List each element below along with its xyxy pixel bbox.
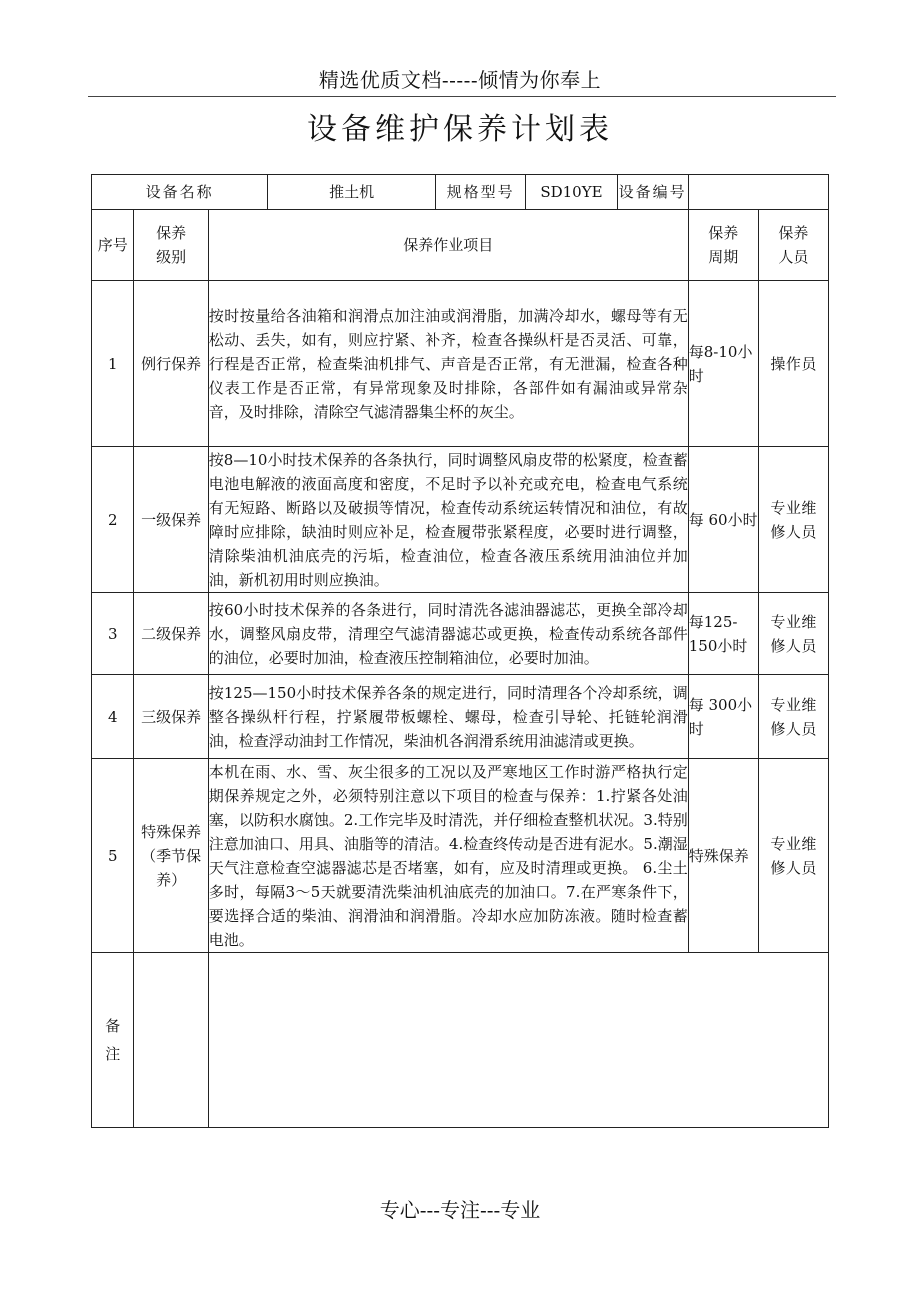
column-header-row (92, 210, 829, 281)
col-level-label: 保养级别 (156, 224, 187, 266)
row-seq: 5 (92, 759, 134, 953)
row-level: 三级保养 (134, 675, 208, 759)
remarks-row (92, 953, 829, 1128)
page-footer: 专心---专注---专业 (379, 1198, 541, 1222)
row-seq: 2 (92, 447, 134, 593)
equipment-number-value (688, 175, 828, 210)
row-content: 本机在雨、水、雪、灰尘很多的工况以及严寒地区工作时游严格执行定期保养规定之外，必须特别注意以下项目的检查与保养：1.拧紧各处油塞，以防积水腐蚀。2.工作完毕及时清洗，并仔细检查整机状况。3.特别注意加油口、用具、油脂等的清洁。4.检查终传动是否进有泥水。5.潮湿天气注意检查空滤器滤芯是否堵塞，如有，应及时清理或更换。 6.尘土多时，每隔3～5天就要清洗柴油机油底壳的加油口。7.在严寒条件下，要选择合适的柴油、润滑油和润滑脂。冷却水应加防冻液。随时检查蓄电池。 (208, 759, 688, 953)
row-person (758, 593, 828, 675)
row-seq: 3 (92, 593, 134, 675)
equipment-name-value: 推土机 (268, 175, 436, 210)
row-seq: 4 (92, 675, 134, 759)
remarks-label: 备注 (105, 1017, 121, 1063)
model-value: SD10YE (526, 175, 617, 210)
row-person (758, 675, 828, 759)
row-person-text: 专业维修人员 (770, 612, 817, 655)
row-period: 特殊保养 (688, 759, 758, 953)
row-period: 每 60小时 (688, 447, 758, 593)
col-seq-label: 序号 (97, 236, 128, 254)
row-seq: 1 (92, 281, 134, 447)
header-divider (88, 96, 836, 97)
row-period: 每 300小时 (688, 675, 758, 759)
table-row (92, 281, 829, 447)
row-content: 按8—10小时技术保养的各条执行，同时调整风扇皮带的松紧度，检查蓄电池电解液的液面高度和密度，不足时予以补充或充电，检查电气系统有无短路、断路以及破损等情况，检查传动系统运转情况和油位，有故障时应排除，缺油时则应补足，检查履带张紧程度，必要时进行调整，清除柴油机油底壳的污垢，检查油位，检查各液压系统用油油位并加油，新机初用时则应换油。 (208, 447, 688, 593)
row-person (758, 447, 828, 593)
row-content: 按60小时技术保养的各条进行，同时清洗各滤油器滤芯，更换全部冷却水，调整风扇皮带，清理空气滤清器滤芯或更换，检查传动系统各部件的油位，必要时加油，检查液压控制箱油位，必要时加油。 (208, 593, 688, 675)
row-content: 按125—150小时技术保养各条的规定进行，同时清理各个冷却系统，调整各操纵杆行程，拧紧履带板螺栓、螺母，检查引导轮、托链轮润滑油，检查浮动油封工作情况，柴油机各润滑系统用油滤清或更换。 (208, 675, 688, 759)
maintenance-plan-table (91, 174, 829, 1128)
col-items: 保养作业项目 (208, 210, 688, 281)
page-title: 设备维护保养计划表 (307, 112, 613, 147)
table-row (92, 447, 829, 593)
equipment-info-row (92, 175, 829, 210)
equipment-number-label: 设备编号 (617, 175, 688, 210)
model-label: 规格型号 (436, 175, 526, 210)
row-level: 一级保养 (134, 447, 208, 593)
col-person-label: 保养人员 (778, 224, 809, 266)
row-level: 例行保养 (134, 281, 208, 447)
col-seq (92, 210, 134, 281)
row-period: 每125-150小时 (688, 593, 758, 675)
row-person-text: 操作员 (770, 354, 817, 373)
row-person-text: 专业维修人员 (770, 695, 817, 738)
row-person (758, 281, 828, 447)
remarks-blank-cell (134, 953, 208, 1128)
row-content: 按时按量给各油箱和润滑点加注油或润滑脂，加满冷却水，螺母等有无松动、丢失，如有，则应拧紧、补齐，检查各操纵杆是否灵活、可靠，行程是否正常，检查柴油机排气、声音是否正常，有无泄漏，检查各种仪表工作是否正常，有异常现象及时排除，各部件如有漏油或异常杂音，及时排除，清除空气滤清器集尘杯的灰尘。 (208, 281, 688, 447)
page-header: 精选优质文档-----倾情为你奉上 (318, 68, 602, 92)
remarks-content (208, 953, 828, 1128)
table-row (92, 593, 829, 675)
row-person (758, 759, 828, 953)
table-row (92, 759, 829, 953)
remarks-label-cell (92, 953, 134, 1128)
col-level (134, 210, 208, 281)
row-level: 二级保养 (134, 593, 208, 675)
row-person-text: 专业维修人员 (770, 498, 817, 541)
col-period (688, 210, 758, 281)
row-period: 每8-10小时 (688, 281, 758, 447)
row-person-text: 专业维修人员 (770, 834, 817, 877)
equipment-name-label: 设备名称 (92, 175, 268, 210)
col-period-label: 保养周期 (708, 224, 739, 266)
row-level: 特殊保养（季节保养） (134, 759, 208, 953)
table-row (92, 675, 829, 759)
col-person (758, 210, 828, 281)
